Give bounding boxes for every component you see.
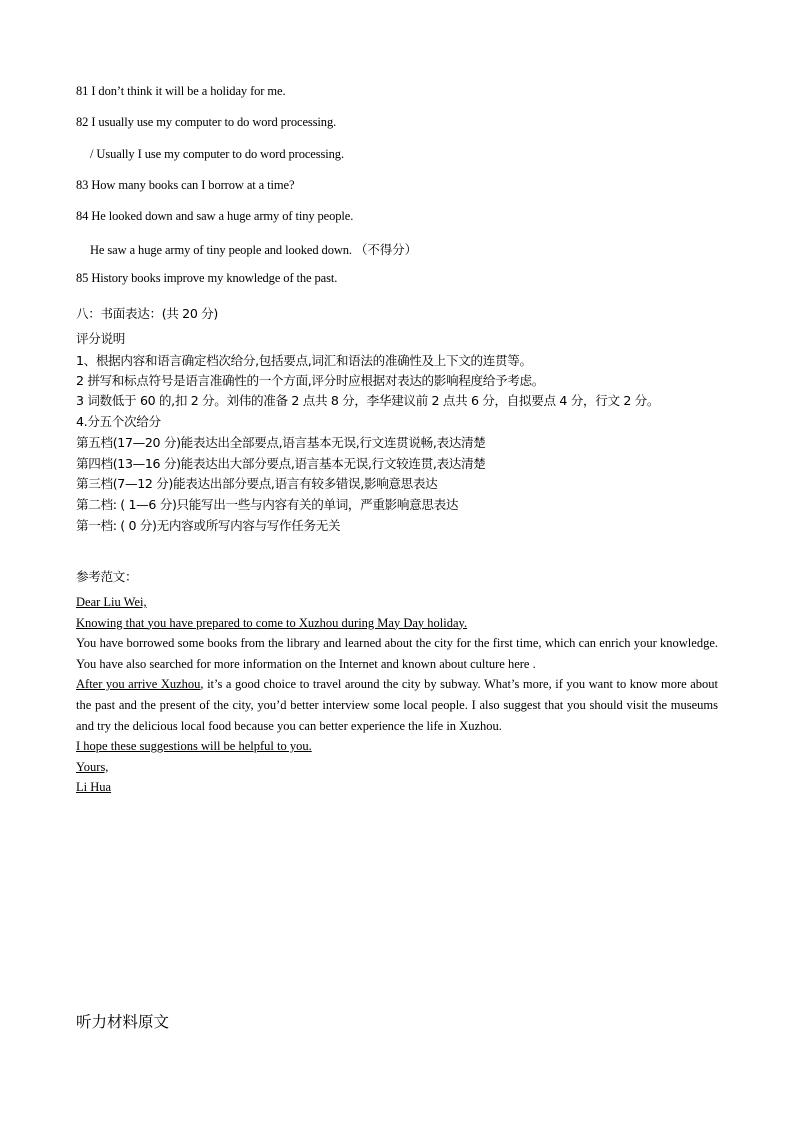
rules-heading: 评分说明 <box>76 331 125 346</box>
essay-signature: Li Hua <box>76 780 112 795</box>
grade-2: 第二档: ( 1—6 分)只能写出一些与内容有关的单词，严重影响意思表达 <box>76 497 459 512</box>
rule-3: 3 词数低于 60 的,扣 2 分。刘伟的准备 2 点共 8 分，李华建议前 2 点共 6 分，自拟要点 4 分，行文 2 分。 <box>76 393 660 408</box>
answer-84-wrong-text: He saw a huge army of tiny people and looked down. <box>90 243 352 257</box>
essay-paragraph-2 <box>76 674 718 736</box>
essay-opening: Knowing that you have prepared to come to Xuzhou during May Day holiday. <box>76 615 468 630</box>
essay-paragraph-2-body: , it’s a good choice to travel around the city by subway. What’s more, if you want to know more about the past and the present of the city, you’d better interview some local people. I also suggest that you should visit the museums and try the delicious local food because you can better experience the life in Xuzhou. <box>76 677 719 733</box>
sample-heading: 参考范文： <box>76 569 138 584</box>
answer-83: 83 How many books can I borrow at a time? <box>76 178 295 192</box>
essay-greeting: Dear Liu Wei, <box>76 595 147 609</box>
answer-84-wrong <box>90 240 417 258</box>
section-title: 八：书面表达：(共 20 分) <box>76 306 218 321</box>
grade-1: 第一档: ( 0 分)无内容或所写内容与写作任务无关 <box>76 518 341 533</box>
answer-82-alt: / Usually I use my computer to do word processing. <box>90 147 344 161</box>
essay-signoff: Yours, <box>76 759 109 774</box>
listening-title: 听力材料原文 <box>76 1013 170 1031</box>
rule-2: 2 拼写和标点符号是语言准确性的一个方面,评分时应根据对表达的影响程度给予考虑。 <box>76 373 544 388</box>
grade-4: 第四档(13—16 分)能表达出大部分要点,语言基本无误,行文较连贯,表达清楚 <box>76 456 486 471</box>
grade-3: 第三档(7—12 分)能表达出部分要点,语言有较多错误,影响意思表达 <box>76 476 438 491</box>
sample-essay <box>76 592 718 798</box>
answer-85: 85 History books improve my knowledge of the past. <box>76 271 338 285</box>
essay-paragraph-1: You have borrowed some books from the library and learned about the city for the first time, which can enrich your knowledge. You have also searched for more information on the Internet and known about culture here . <box>76 636 718 671</box>
rule-4: 4.分五个次给分 <box>76 414 161 429</box>
answer-82: 82 I usually use my computer to do word processing. <box>76 115 337 129</box>
answer-84-note: （不得分） <box>354 242 417 257</box>
answer-81: 81 I don’t think it will be a holiday for me. <box>76 84 286 98</box>
essay-paragraph-2-lead: After you arrive Xuzhou <box>76 677 201 692</box>
essay-closing: I hope these suggestions will be helpful to you. <box>76 739 312 754</box>
answer-84: 84 He looked down and saw a huge army of tiny people. <box>76 209 354 223</box>
grade-5: 第五档(17—20 分)能表达出全部要点,语言基本无误,行文连贯说畅,表达清楚 <box>76 435 486 450</box>
rule-1: 1、根据内容和语言确定档次给分,包括要点,词汇和语法的准确性及上下文的连贯等。 <box>76 353 532 368</box>
